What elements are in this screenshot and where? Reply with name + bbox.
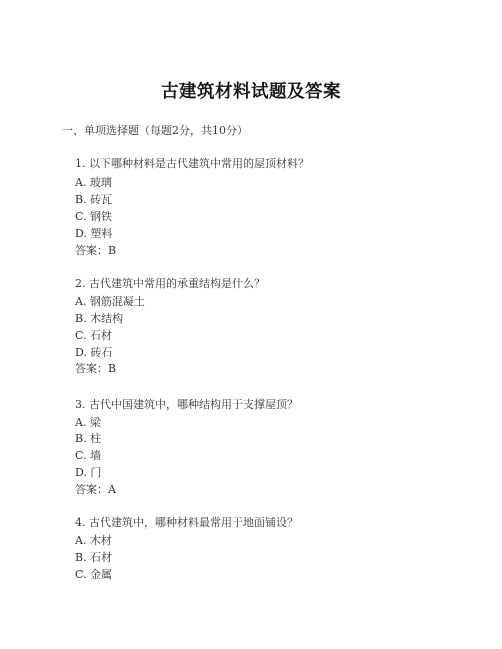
question-1-option-b: B. 砖瓦 bbox=[75, 193, 113, 206]
question-2-option-d: D. 砖石 bbox=[75, 346, 113, 359]
question-1-option-d: D. 塑料 bbox=[75, 227, 113, 240]
question-4-option-a: A. 木材 bbox=[75, 534, 112, 547]
question-2-answer: 答案：B bbox=[75, 362, 117, 375]
question-1-stem: 1. 以下哪种材料是古代建筑中常用的屋顶材料？ bbox=[75, 157, 309, 170]
question-1-option-c: C. 钢铁 bbox=[75, 210, 113, 223]
question-3-option-c: C. 墙 bbox=[75, 449, 102, 462]
question-3-stem: 3. 古代中国建筑中，哪种结构用于支撑屋顶？ bbox=[75, 398, 298, 411]
question-4-stem: 4. 古代建筑中，哪种材料最常用于地面铺设？ bbox=[75, 516, 298, 529]
document-title: 古建筑材料试题及答案 bbox=[161, 82, 341, 102]
section-heading: 一、单项选择题（每题2分，共10分） bbox=[62, 124, 248, 137]
question-2-stem: 2. 古代建筑中常用的承重结构是什么？ bbox=[75, 277, 265, 290]
question-2-option-c: C. 石材 bbox=[75, 329, 113, 342]
question-4-option-c: C. 金属 bbox=[75, 568, 113, 581]
question-2-option-a: A. 钢筋混凝土 bbox=[75, 295, 145, 308]
question-3-option-b: B. 柱 bbox=[75, 432, 102, 445]
question-1-answer: 答案：B bbox=[75, 244, 117, 257]
question-4-option-b: B. 石材 bbox=[75, 551, 113, 564]
question-1-option-a: A. 玻璃 bbox=[75, 176, 112, 189]
question-2-option-b: B. 木结构 bbox=[75, 312, 124, 325]
question-3-option-a: A. 梁 bbox=[75, 416, 101, 429]
question-3-answer: 答案：A bbox=[75, 483, 116, 496]
question-3-option-d: D. 门 bbox=[75, 466, 102, 479]
